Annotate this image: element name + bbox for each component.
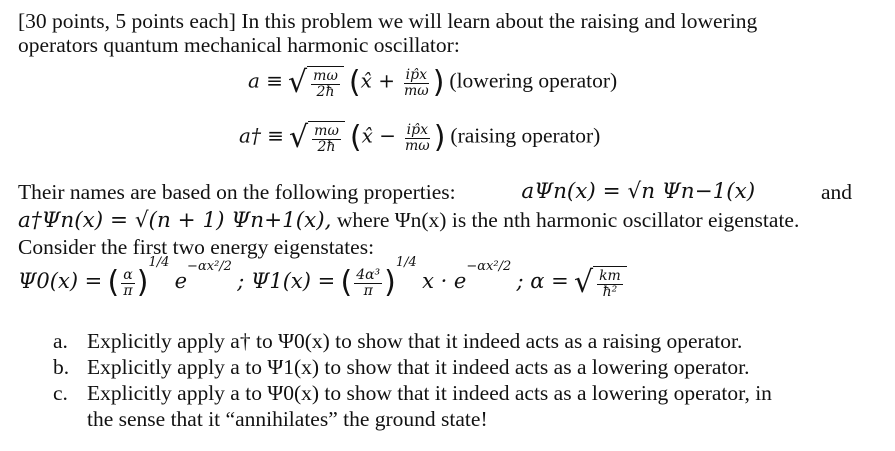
list-marker: b.	[53, 355, 70, 379]
raising-frac-den: mω	[405, 137, 430, 154]
lowering-sqrt-den: 2ħ	[316, 83, 335, 100]
body-line-2	[18, 208, 799, 233]
raising-sqrt-num: mω	[314, 122, 339, 139]
intro-line-1: [30 points, 5 points each] In this problem we will learn about the raising and lowering	[18, 9, 758, 33]
eigenstate-equations: Ψ0(x) = ( $\frac{\alpha}{\pi}$ )$^{1/4}$ $e^{-\alpha x^2/2}$ ; Ψ1(x) = ( $\frac{\text{4α³}}{\pi}$ )$^{1/4}$ $x \cdot e^{-\alpha x^2/2}$ ; α = √ $\frac{km}{\text{ħ²}}$	[18, 266, 627, 300]
psi1-pow: 1/4	[395, 254, 417, 270]
list-text: Explicitly apply a to Ψ1(x) to show that it indeed acts as a lowering operator.	[87, 355, 750, 379]
raising-sqrt-den: 2ħ	[317, 138, 336, 155]
psi0-lhs: Ψ0(x) =	[18, 268, 103, 293]
alpha-den: ħ²	[602, 283, 618, 300]
alpha-num: km	[599, 267, 621, 284]
psi0-pow: 1/4	[148, 254, 170, 270]
lowering-xhat: x̂ +	[360, 68, 395, 93]
body-line-1-text: Their names are based on the following properties:	[18, 180, 456, 204]
psi0-frac-num: α	[123, 266, 133, 283]
body-line-1	[18, 180, 852, 204]
list-marker: c.	[53, 381, 68, 405]
list-text: Explicitly apply a† to Ψ0(x) to show that it indeed acts as a raising operator.	[87, 329, 743, 353]
raising-sqrt: √ $\frac{m\omega}{2ħ}$	[289, 121, 345, 155]
body-line-2-math: a†Ψn(x) = √(n + 1) Ψn+1(x),	[18, 208, 332, 233]
raising-frac-num: ip̂x	[406, 121, 429, 138]
raising-xhat: x̂ −	[361, 123, 396, 148]
body-line-2-text: where Ψn(x) is the nth harmonic oscillator eigenstate.	[336, 208, 800, 232]
lowering-frac-num: ip̂x	[405, 66, 428, 83]
psi0-frac-den: π	[123, 282, 133, 299]
list-text: the sense that it “annihilates” the ground state!	[87, 407, 488, 431]
lowering-sqrt: √ $\frac{m\omega}{2ħ}$	[288, 66, 344, 100]
psi1-lhs: ; Ψ1(x) =	[237, 268, 336, 293]
body-line-3: Consider the first two energy eigenstates:	[18, 235, 375, 259]
lowering-label: (lowering operator)	[449, 68, 618, 93]
raising-operator-equation: a† ≡ √ $\frac{m\omega}{2ħ}$ (x̂ − $\frac{ip̂x}{m\omega}$ ) (raising operator)	[239, 120, 601, 155]
raising-label: (raising operator)	[450, 123, 601, 148]
lowering-frac-den: mω	[404, 82, 429, 99]
list-text: Explicitly apply a to Ψ0(x) to show that it indeed acts as a lowering operator, in	[87, 381, 772, 405]
lowering-lhs: a ≡	[248, 68, 284, 93]
alpha-lhs: ; α =	[516, 268, 569, 293]
lowering-operator-equation: a ≡ √ $\frac{m\omega}{2ħ}$ (x̂ + $\frac{ip̂x}{m\omega}$ ) (lowering operator)	[248, 65, 618, 100]
intro-line-2: operators quantum mechanical harmonic oscillator:	[18, 33, 460, 57]
alpha-sqrt: √ $\frac{km}{\text{ħ²}}$	[574, 266, 627, 300]
psi1-exp: αx²/2	[477, 258, 512, 274]
body-line-1-math: aΨn(x) = √n Ψn−1(x)	[521, 179, 756, 204]
list-marker: a.	[53, 329, 68, 353]
body-line-1-and: and	[820, 180, 852, 204]
psi0-exp: αx²/2	[197, 258, 232, 274]
psi1-frac-num: 4α³	[356, 266, 381, 283]
lowering-sqrt-num: mω	[313, 67, 338, 84]
psi1-frac-den: π	[363, 282, 373, 299]
psi1-tail: x · e	[422, 268, 467, 293]
raising-lhs: a† ≡	[239, 123, 285, 148]
